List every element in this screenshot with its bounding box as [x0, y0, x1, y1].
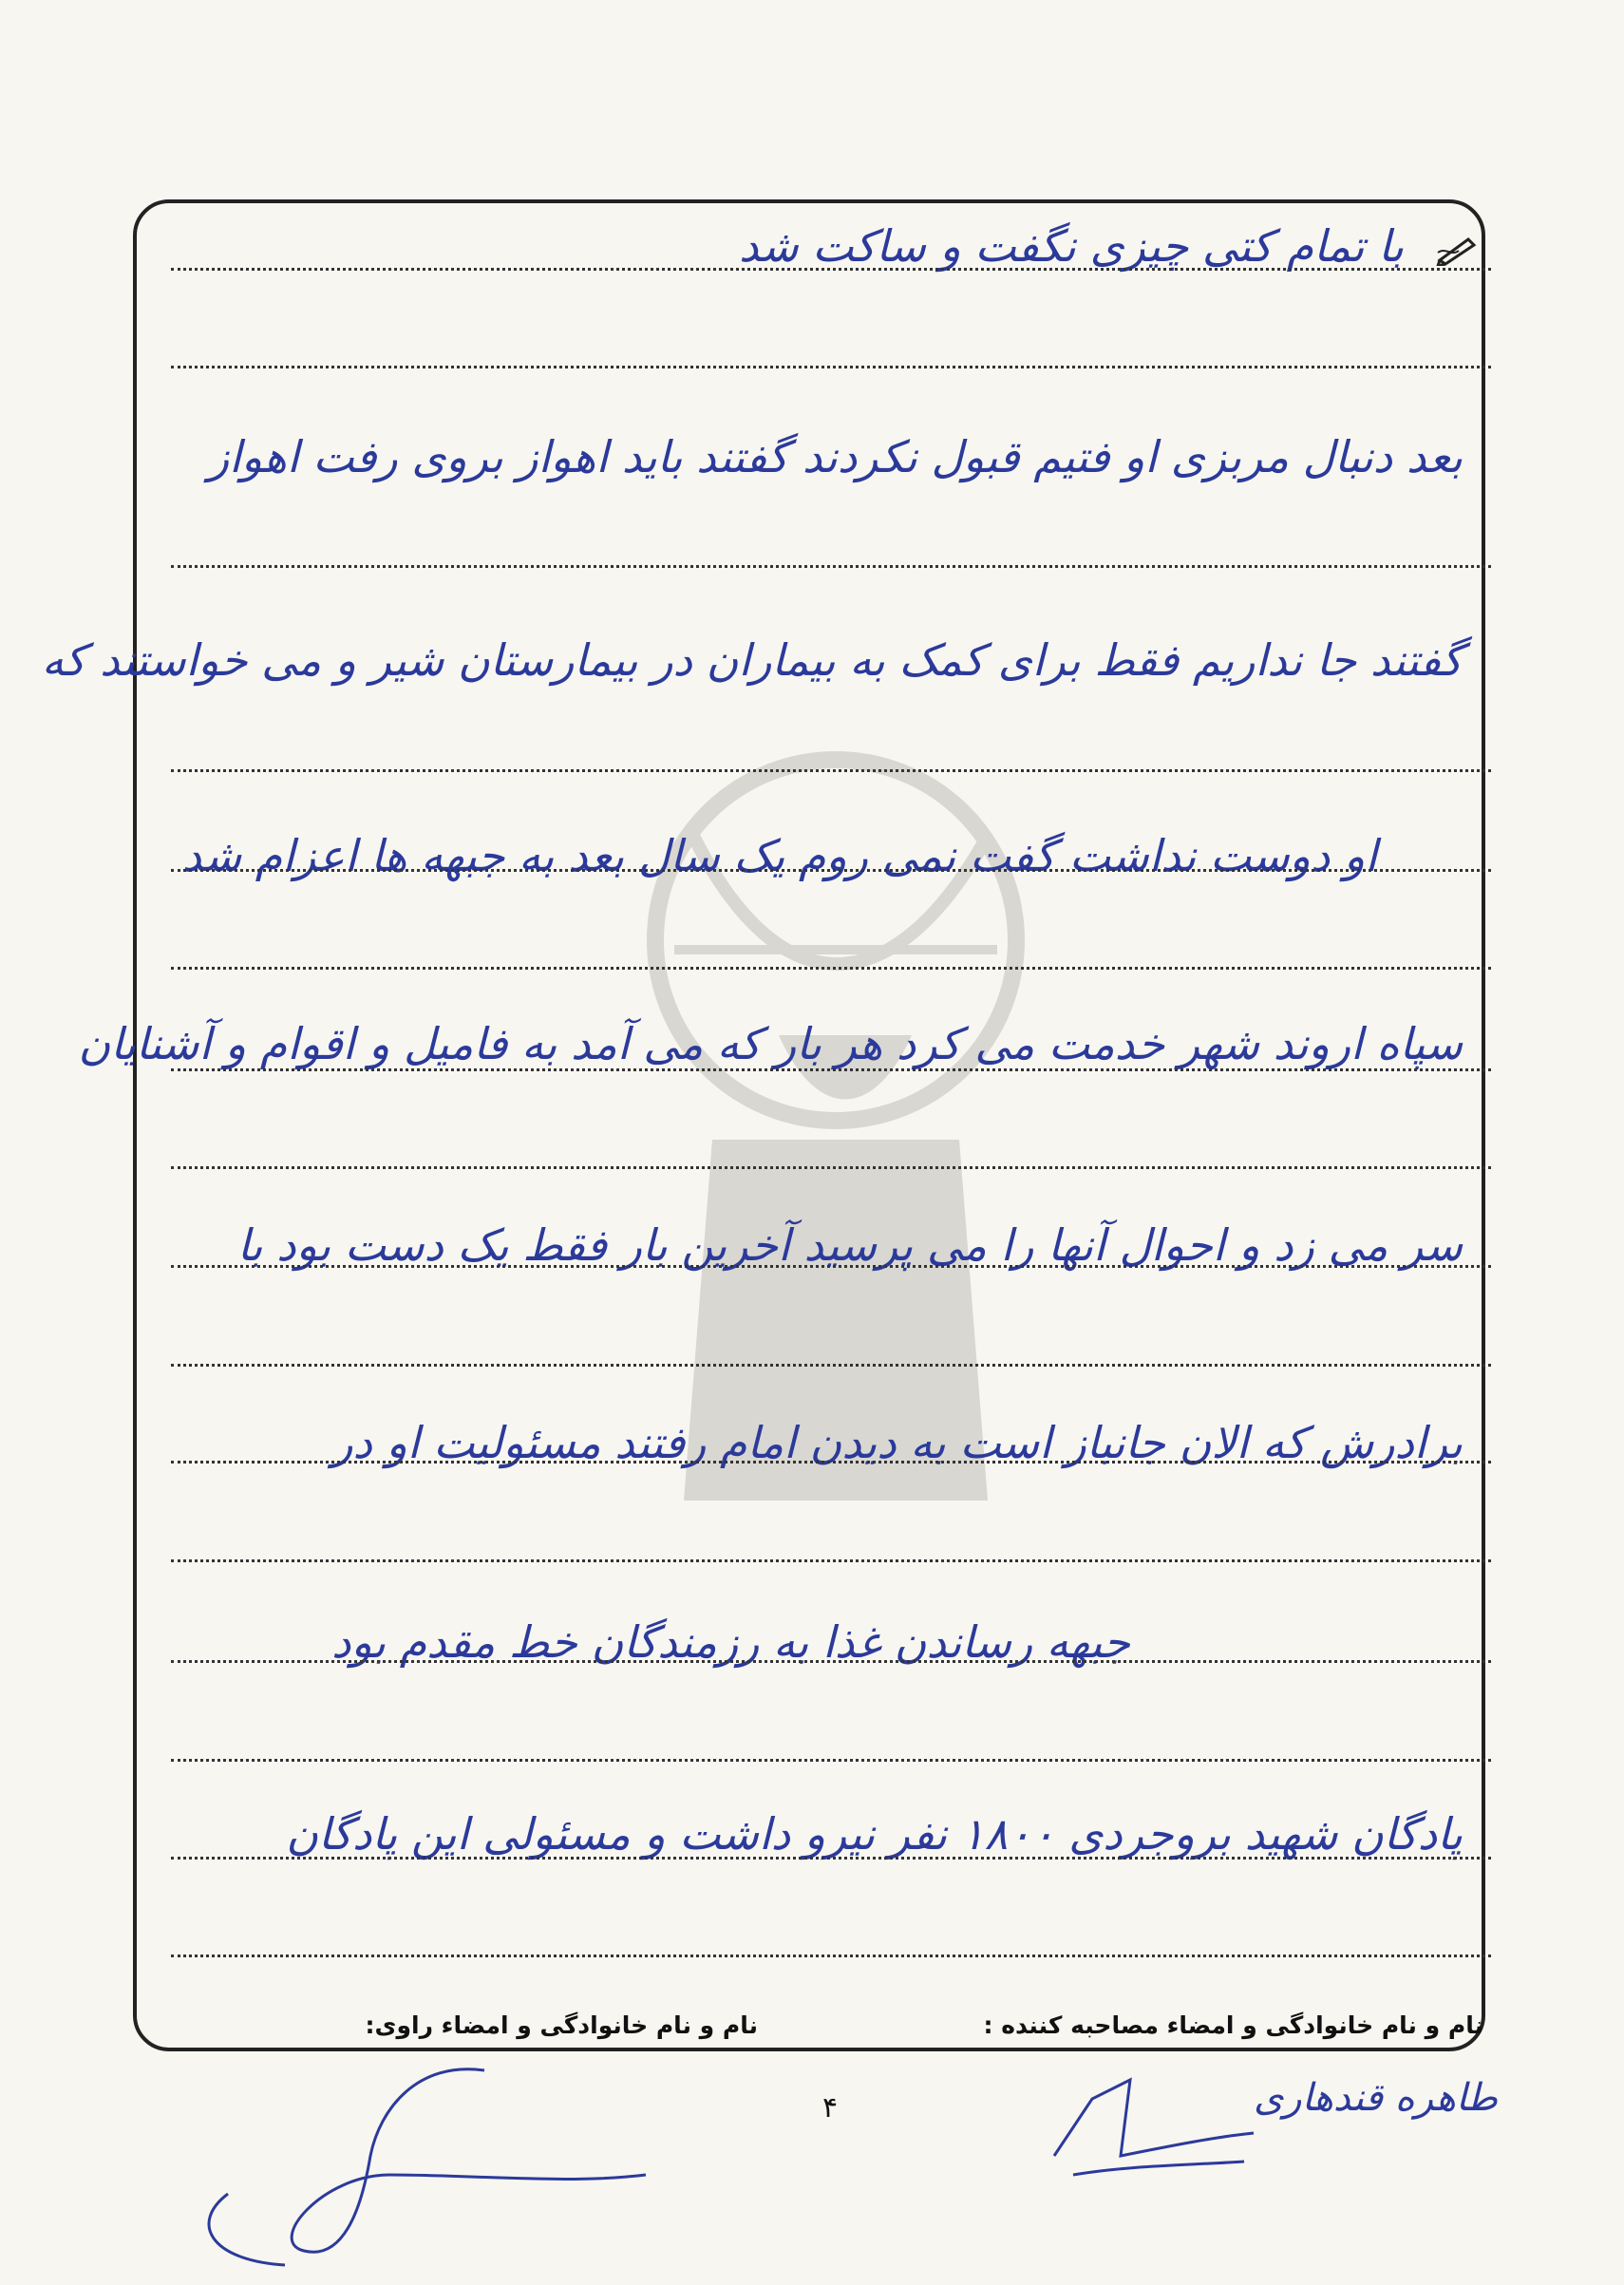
handwritten-line-5: گفتند جا نداریم فقط برای کمک به بیماران در بیمارستان شیر و می خواستند که	[41, 634, 1463, 686]
writing-line	[171, 1166, 1491, 1169]
handwritten-line-7: او دوست نداشت گفت نمی روم یک سال بعد به جبهه ها اعزام شد	[181, 830, 1377, 881]
interviewer-signature	[1035, 2042, 1263, 2184]
handwritten-line-1: با تمام کتی چیزی نگفت و ساکت شد	[738, 220, 1404, 272]
handwritten-line-15: جبهه رساندن غذا به رزمندگان خط مقدم بود	[331, 1616, 1130, 1668]
writing-line	[171, 1857, 1491, 1860]
handwritten-line-17: پادگان شهید بروجردی ۱۸۰۰ نفر نیرو داشت و مسئولی این پادگان	[286, 1808, 1463, 1860]
writing-line	[171, 1660, 1491, 1663]
narrator-signature	[171, 2032, 665, 2279]
handwritten-line-13: برادرش که الان جانباز است به دیدن امام رفتند مسئولیت او در	[331, 1417, 1463, 1468]
interviewer-signature-label: نام و نام خانوادگی و امضاء مصاحبه کننده :	[983, 2011, 1483, 2039]
writing-line	[171, 1955, 1491, 1957]
writing-line	[171, 1364, 1491, 1367]
narrator-signature-label: نام و نام خانوادگی و امضاء راوی:	[365, 2011, 758, 2039]
writing-line	[171, 769, 1491, 772]
pen-icon	[1436, 234, 1478, 266]
writing-line	[171, 565, 1491, 568]
writing-line	[171, 1559, 1491, 1562]
interviewer-signature-name: طاهره قندهاری	[1254, 2076, 1498, 2120]
writing-line	[171, 1068, 1491, 1071]
handwritten-line-3: بعد دنبال مربزی او فتیم قبول نکردند گفتند باید اهواز بروی رفت اهواز	[207, 431, 1463, 482]
page-number: ۴	[822, 2091, 839, 2124]
handwritten-line-11: سر می زد و احوال آنها را می پرسید آخرین بار فقط یک دست بود با	[236, 1219, 1463, 1271]
writing-line	[171, 1759, 1491, 1762]
writing-line	[171, 268, 1491, 271]
writing-line	[171, 967, 1491, 970]
writing-line	[171, 869, 1491, 872]
handwritten-line-9: سپاه اروند شهر خدمت می کرد هر بار که می آمد به فامیل و اقوام و آشنایان	[78, 1018, 1463, 1069]
writing-line	[171, 366, 1491, 368]
writing-line	[171, 1265, 1491, 1268]
writing-line	[171, 1461, 1491, 1464]
